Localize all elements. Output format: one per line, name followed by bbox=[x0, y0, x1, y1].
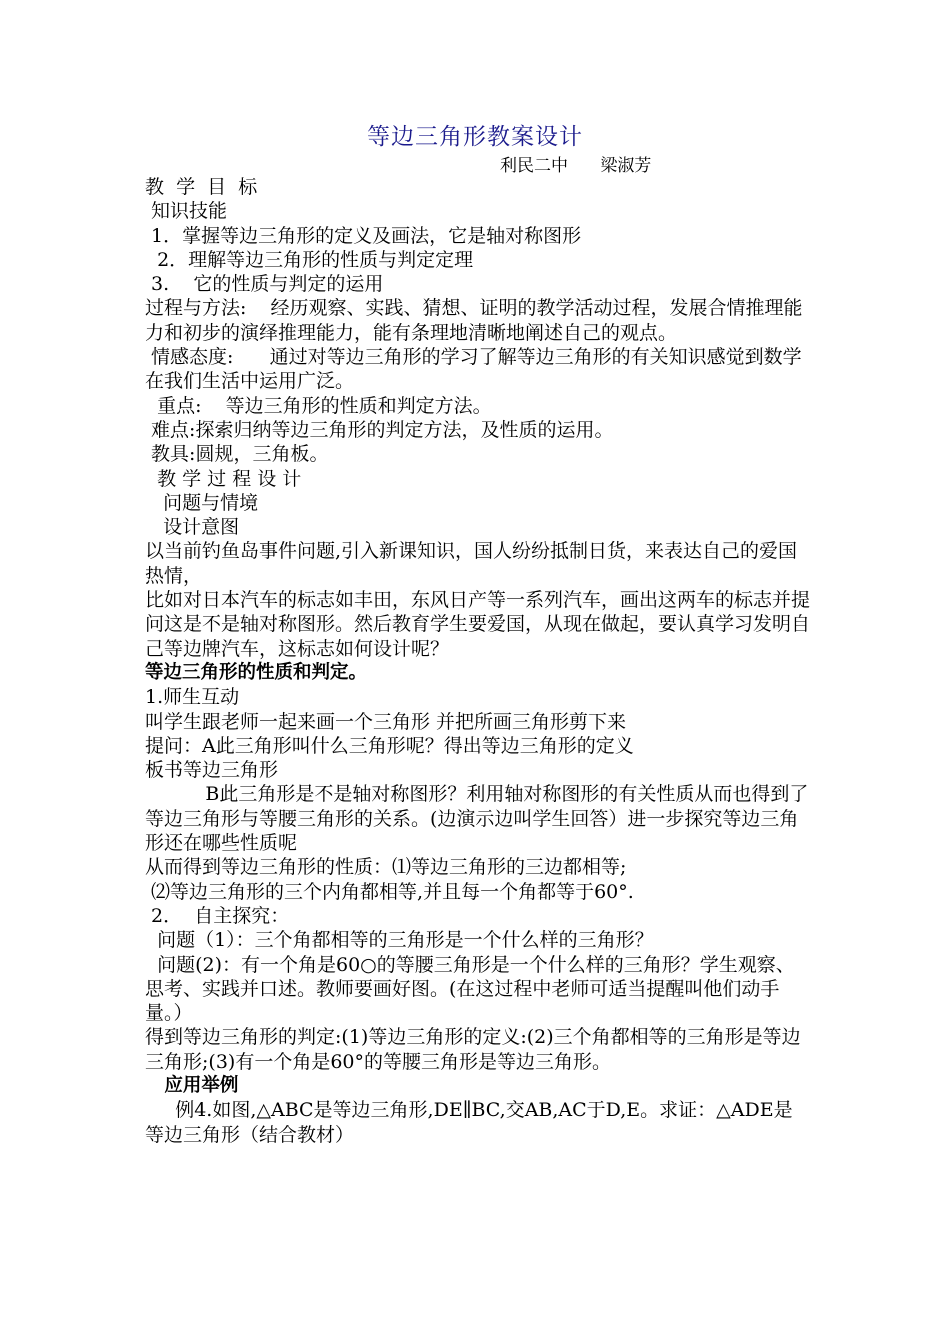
body-paragraph: 教具:圆规，三角板。 bbox=[145, 443, 329, 466]
body-paragraph: 重点: 等边三角形的性质和判定方法。 bbox=[145, 394, 492, 417]
body-paragraph: 1.师生互动 bbox=[145, 686, 240, 709]
body-paragraph: 难点:探索归纳等边三角形的判定方法，及性质的运用。 bbox=[145, 418, 614, 441]
body-paragraph: 设计意图 bbox=[145, 516, 240, 539]
document-author: 利民二中 梁淑芳 bbox=[500, 156, 652, 176]
body-paragraph: 例4.如图,△ABC是等边三角形,DE∥BC,交AB,AC于D,E。求证：△ADE是等边三角形（结合教材） bbox=[145, 1099, 793, 1146]
body-paragraph: 情感态度: 通过对等边三角形的学习了解等边三角形的有关知识感觉到数学在我们生活中运用广泛。 bbox=[145, 346, 802, 393]
body-paragraph: 叫学生跟老师一起来画一个三角形 并把所画三角形剪下来 bbox=[145, 710, 627, 733]
body-paragraph: 问题(2)：有一个角是60○的等腰三角形是一个什么样的三角形？学生观察、思考、实践并口述。教师要画好图。(在这过程中老师可适当提醒叫他们动手量。） bbox=[145, 953, 795, 1025]
body-paragraph: 以当前钓鱼岛事件问题,引入新课知识，国人纷纷抵制日货，来表达自己的爱国热情， bbox=[145, 540, 798, 587]
body-paragraph: 得到等边三角形的判定:(1)等边三角形的定义:(2)三个角都相等的三角形是等边三角形;(3)有一个角是60°的等腰三角形是等边三角形。 bbox=[145, 1026, 801, 1073]
body-paragraph: B此三角形是不是轴对称图形？利用轴对称图形的有关性质从而也得到了等边三角形与等腰三角形的关系。(边演示边叫学生回答）进一步探究等边三角形还在哪些性质呢 bbox=[145, 783, 809, 855]
body-paragraph: 教 学 目 标 bbox=[145, 176, 258, 198]
body-paragraph: 教 学 过 程 设 计 bbox=[145, 467, 302, 490]
body-paragraph: ⑵等边三角形的三个内角都相等,并且每一个角都等于60°. bbox=[145, 880, 634, 903]
body-paragraph: 3. 它的性质与判定的运用 bbox=[145, 273, 384, 296]
body-paragraph: 比如对日本汽车的标志如丰田，东风日产等一系列汽车，画出这两车的标志并提问这是不是轴对称图形。然后教育学生要爱国，从现在做起，要认真学习发明自己等边牌汽车，这标志如何设计呢？ bbox=[145, 589, 811, 660]
body-paragraph: 2． 自主探究： bbox=[145, 904, 290, 927]
body-paragraph: 应用举例 bbox=[145, 1074, 239, 1096]
document-body bbox=[145, 175, 810, 1147]
body-paragraph: 问题（1）：三个角都相等的三角形是一个什么样的三角形？ bbox=[145, 929, 654, 952]
body-paragraph: 问题与情境 bbox=[145, 491, 259, 514]
body-paragraph: 等边三角形的性质和判定。 bbox=[145, 661, 368, 683]
body-paragraph: 从而得到等边三角形的性质：⑴等边三角形的三边都相等; bbox=[145, 856, 627, 879]
document-title: 等边三角形教案设计 bbox=[367, 124, 583, 150]
body-paragraph: 知识技能 bbox=[145, 200, 228, 223]
body-paragraph: 板书等边三角形 bbox=[145, 759, 279, 782]
body-paragraph: 2．理解等边三角形的性质与判定定理 bbox=[145, 248, 474, 271]
body-paragraph: 1．掌握等边三角形的定义及画法，它是轴对称图形 bbox=[145, 224, 582, 247]
body-paragraph: 提问：A此三角形叫什么三角形呢？得出等边三角形的定义 bbox=[145, 734, 634, 757]
body-paragraph: 过程与方法: 经历观察、实践、猜想、证明的教学活动过程，发展合情推理能力和初步的演绎推理能力，能有条理地清晰地阐述自己的观点。 bbox=[145, 297, 803, 344]
